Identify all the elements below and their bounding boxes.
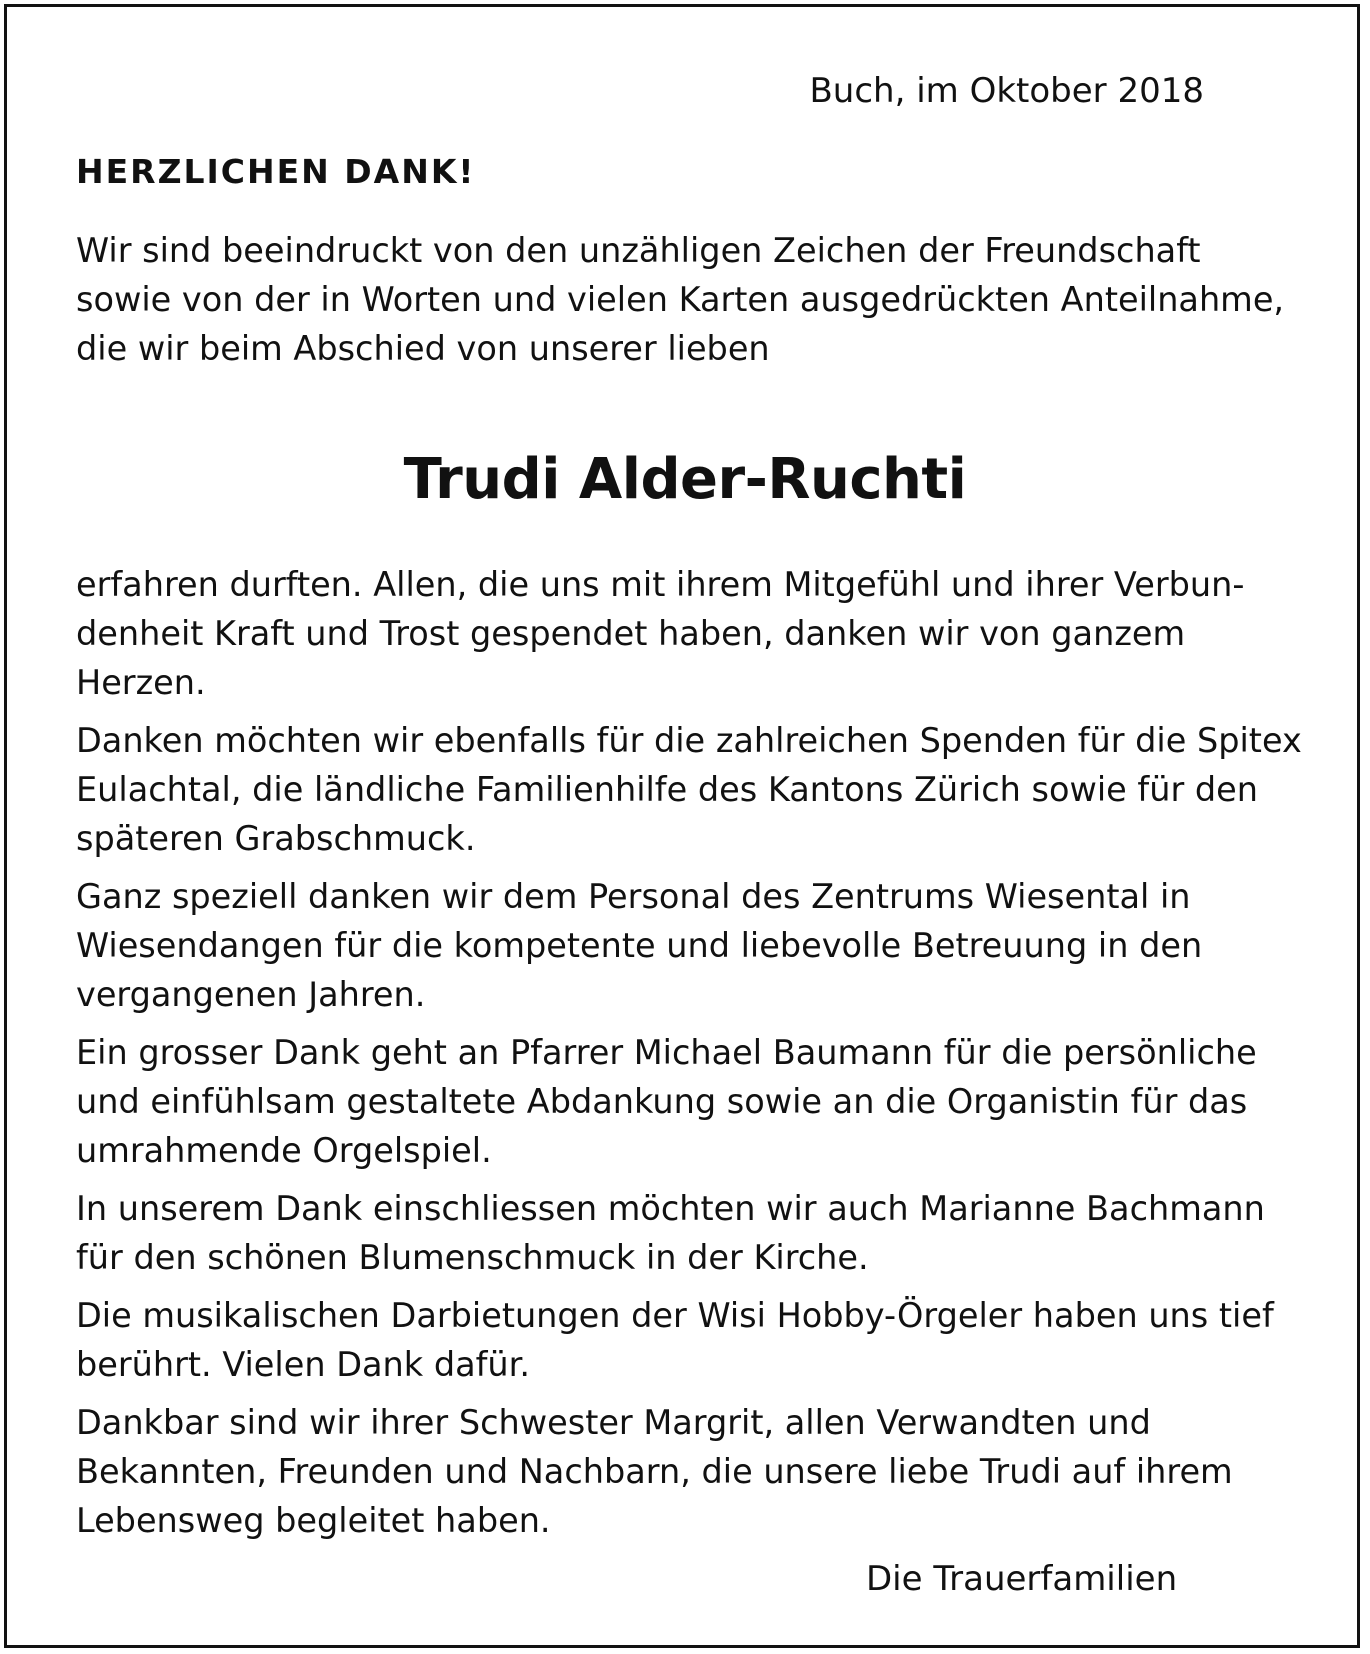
deceased-name: Trudi Alder-Ruchti — [403, 447, 967, 512]
paragraph-line: späteren Grabschmuck. — [76, 819, 476, 858]
paragraph-line: Herzen. — [76, 663, 206, 702]
paragraph-line: Lebensweg begleitet haben. — [76, 1501, 551, 1540]
paragraph-line: Wiesendangen für die kompetente und liebevolle Betreuung in den — [76, 926, 1203, 965]
paragraph-line: denheit Kraft und Trost gespendet haben, danken wir von ganzem — [76, 614, 1186, 653]
paragraph-line: Bekannten, Freunden und Nachbarn, die unsere liebe Trudi auf ihrem — [76, 1452, 1233, 1491]
intro-line: die wir beim Abschied von unserer lieben — [76, 329, 770, 368]
paragraph-line: für den schönen Blumenschmuck in der Kirche. — [76, 1238, 869, 1277]
paragraph-line: Danken möchten wir ebenfalls für die zahlreichen Spenden für die Spitex — [76, 721, 1302, 760]
paragraph-line: berührt. Vielen Dank dafür. — [76, 1345, 530, 1384]
paragraph-line: Dankbar sind wir ihrer Schwester Margrit, allen Verwandten und — [76, 1403, 1151, 1442]
signature: Die Trauerfamilien — [866, 1559, 1178, 1599]
date-line: Buch, im Oktober 2018 — [809, 71, 1204, 111]
paragraph-thanks-sympathy — [76, 560, 1326, 707]
intro-paragraph — [76, 226, 1326, 373]
paragraph-line: Ein grosser Dank geht an Pfarrer Michael Baumann für die persönliche — [76, 1033, 1257, 1072]
paragraph-line: Die musikalischen Darbietungen der Wisi Hobby-Örgeler haben uns tief — [76, 1296, 1274, 1335]
intro-line: sowie von der in Worten und vielen Karten ausgedrückten Anteilnahme, — [76, 280, 1285, 319]
paragraph-thanks-family — [76, 1398, 1326, 1545]
paragraph-line: und einfühlsam gestaltete Abdankung sowie an die Organistin für das — [76, 1082, 1248, 1121]
intro-line: Wir sind beeindruckt von den unzähligen Zeichen der Freundschaft — [76, 231, 1201, 270]
paragraph-line: vergangenen Jahren. — [76, 975, 426, 1014]
paragraph-line: erfahren durften. Allen, die uns mit ihrem Mitgefühl und ihrer Verbun- — [76, 565, 1245, 604]
paragraph-line: Ganz speziell danken wir dem Personal des Zentrums Wiesental in — [76, 877, 1191, 916]
paragraph-line: Eulachtal, die ländliche Familienhilfe des Kantons Zürich sowie für den — [76, 770, 1258, 809]
paragraph-thanks-flowers — [76, 1184, 1326, 1282]
paragraph-thanks-care-staff — [76, 872, 1326, 1019]
paragraph-thanks-pastor — [76, 1028, 1326, 1175]
paragraph-line: umrahmende Orgelspiel. — [76, 1131, 492, 1170]
notice-heading: HERZLICHEN DANK! — [76, 152, 476, 191]
paragraph-thanks-music — [76, 1291, 1326, 1389]
paragraph-line: In unserem Dank einschliessen möchten wir auch Marianne Bachmann — [76, 1189, 1265, 1228]
paragraph-thanks-donations — [76, 716, 1326, 863]
